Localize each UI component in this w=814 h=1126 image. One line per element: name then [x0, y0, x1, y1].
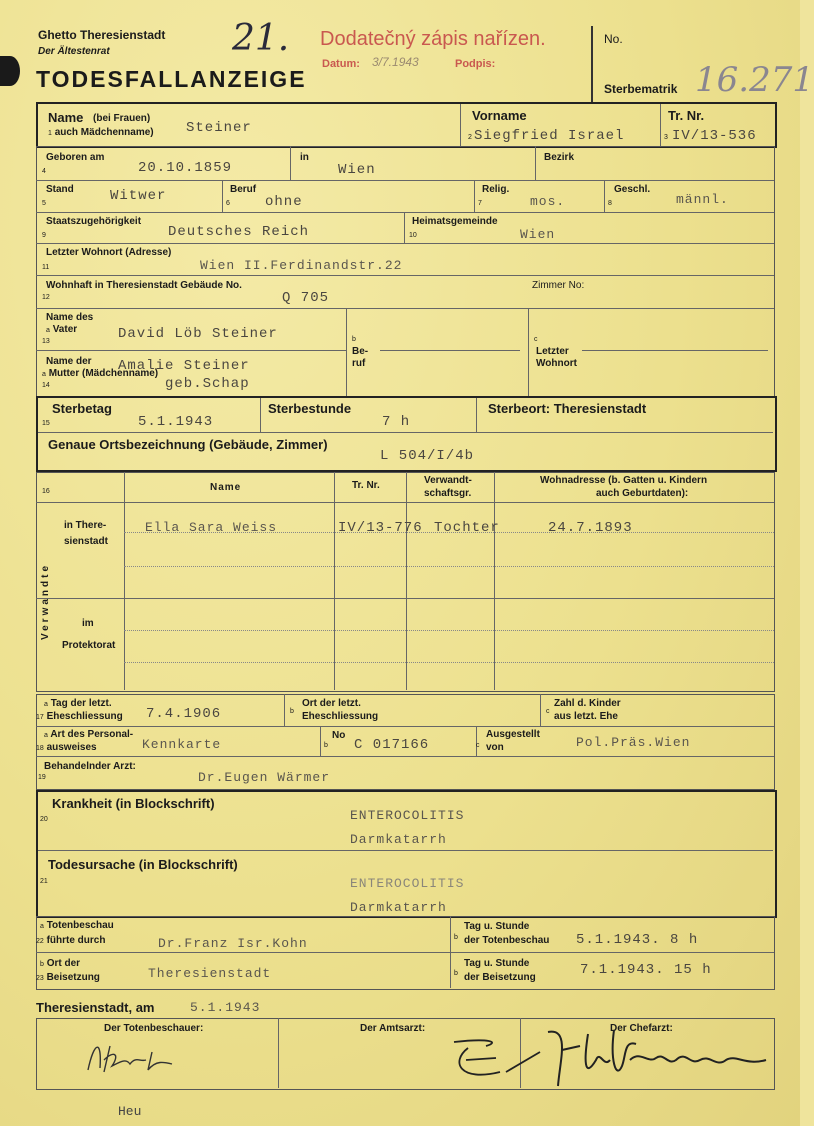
- sterbematrik-label: Sterbematrik: [604, 82, 678, 96]
- mutter-value-1: Amalie Steiner: [118, 358, 250, 374]
- sterbeort-label: Sterbeort: Theresienstadt: [488, 401, 647, 416]
- mutter-value-2: geb.Schap: [165, 376, 250, 392]
- heimat-label: Heimatsgemeinde: [412, 216, 498, 227]
- amtsarzt-label: Der Amtsarzt:: [360, 1023, 426, 1034]
- sterbestunde-value: 7 h: [382, 414, 411, 430]
- geschl-label: Geschl.: [614, 184, 651, 195]
- signature-chefarzt: [540, 1020, 775, 1090]
- form-title: TODESFALLANZEIGE: [36, 66, 307, 92]
- wohnort-label: Letzter Wohnort (Adresse): [46, 247, 172, 258]
- signature-amtsarzt: [430, 1022, 550, 1087]
- totenbeschau-tag-value: 5.1.1943. 8 h: [576, 932, 699, 948]
- sterbetag-value: 5.1.1943: [138, 414, 214, 430]
- punch-hole: [0, 56, 20, 86]
- sterbematrik-value: 16.271: [695, 60, 814, 100]
- name-value: Steiner: [186, 120, 252, 136]
- beruf-label: Beruf: [230, 184, 257, 195]
- trnr-label: Tr. Nr.: [668, 108, 705, 123]
- ortsbezeichnung-label: Genaue Ortsbezeichnung (Gebäude, Zimmer): [48, 437, 328, 452]
- sterbestunde-label: Sterbestunde: [268, 401, 352, 416]
- relative-addr: 24.7.1893: [548, 520, 633, 536]
- rel-name-header: Name: [210, 482, 242, 493]
- vorname-value: Siegfried Israel: [474, 128, 625, 144]
- beisetzung-value: Theresienstadt: [148, 966, 272, 981]
- stamp-datum-value: 3/7.1943: [372, 55, 419, 69]
- ausweis-ausgestellt-value: Pol.Präs.Wien: [576, 735, 691, 750]
- ursache-value-1: ENTEROCOLITIS: [350, 876, 465, 891]
- beruf-value: ohne: [265, 194, 303, 210]
- bezirk-label: Bezirk: [544, 152, 575, 163]
- in-label: in: [300, 152, 309, 163]
- staat-value: Deutsches Reich: [168, 224, 310, 240]
- stand-label: Stand: [46, 184, 74, 195]
- place-value: 5.1.1943: [190, 1000, 261, 1015]
- relative-verw: Tochter: [434, 520, 500, 536]
- verwandte-side-label: Verwandte: [40, 562, 51, 640]
- geboren-label: Geboren am: [46, 152, 105, 163]
- stand-value: Witwer: [110, 188, 167, 204]
- vater-value: David Löb Steiner: [118, 326, 278, 342]
- beisetzung-tag-value: 7.1.1943. 15 h: [580, 962, 712, 978]
- relative-name: Ella Sara Weiss: [145, 520, 278, 535]
- rel-trnr-header: Tr. Nr.: [352, 480, 380, 491]
- org-subname: Der Ältestenrat: [38, 46, 110, 57]
- signature-totenbeschauer: [80, 1032, 190, 1077]
- krankheit-value-1: ENTEROCOLITIS: [350, 808, 465, 823]
- name-label-small: (bei Frauen): [93, 113, 151, 124]
- ehe-tag-value: 7.4.1906: [146, 706, 222, 722]
- place-label: Theresienstadt, am: [36, 1000, 155, 1015]
- stamp-datum-label: Datum:: [322, 58, 360, 70]
- ursache-value-2: Darmkatarrh: [350, 900, 447, 915]
- ausweis-no-value: C 017166: [354, 737, 430, 753]
- in-value: Wien: [338, 162, 376, 178]
- vorname-label: Vorname: [472, 108, 527, 123]
- sterbetag-label: Sterbetag: [52, 401, 112, 416]
- wohnort-value: Wien II.Ferdinandstr.22: [200, 258, 403, 273]
- relative-trnr: IV/13-776: [338, 520, 423, 536]
- bottom-note: Heu: [118, 1104, 142, 1119]
- chefarzt-label: Der Chefarzt:: [610, 1023, 673, 1034]
- geboren-value: 20.10.1859: [138, 160, 233, 176]
- relig-label: Relig.: [482, 184, 510, 195]
- stamp-dodatecny: Dodatečný zápis nařízen.: [320, 28, 546, 50]
- geschl-value: männl.: [676, 192, 729, 207]
- ortsbezeichnung-value: L 504/I/4b: [380, 448, 475, 464]
- form-number-handwritten: 21.: [232, 18, 290, 59]
- totenbeschau-value: Dr.Franz Isr.Kohn: [158, 936, 308, 951]
- heimat-value: Wien: [520, 227, 556, 242]
- zimmer-label: Zimmer No:: [532, 280, 585, 291]
- stamp-podpis-label: Podpis:: [455, 58, 496, 70]
- arzt-value: Dr.Eugen Wärmer: [198, 770, 331, 785]
- org-name: Ghetto Theresienstadt: [38, 28, 166, 42]
- ausweis-art-value: Kennkarte: [142, 737, 222, 752]
- wohnhaft-value: Q 705: [282, 290, 330, 306]
- relig-value: mos.: [530, 194, 566, 209]
- arzt-label: Behandelnder Arzt:: [44, 761, 136, 772]
- staat-label: Staatszugehörigkeit: [46, 216, 142, 227]
- totenbeschauer-label: Der Totenbeschauer:: [104, 1023, 204, 1034]
- name-label: Name: [48, 110, 84, 125]
- wohnhaft-label: Wohnhaft in Theresienstadt Gebäude No.: [46, 280, 242, 291]
- no-label: No.: [604, 32, 623, 46]
- ursache-label: Todesursache (in Blockschrift): [48, 857, 238, 872]
- krankheit-label: Krankheit (in Blockschrift): [52, 796, 215, 811]
- krankheit-value-2: Darmkatarrh: [350, 832, 447, 847]
- trnr-value: IV/13-536: [672, 128, 757, 144]
